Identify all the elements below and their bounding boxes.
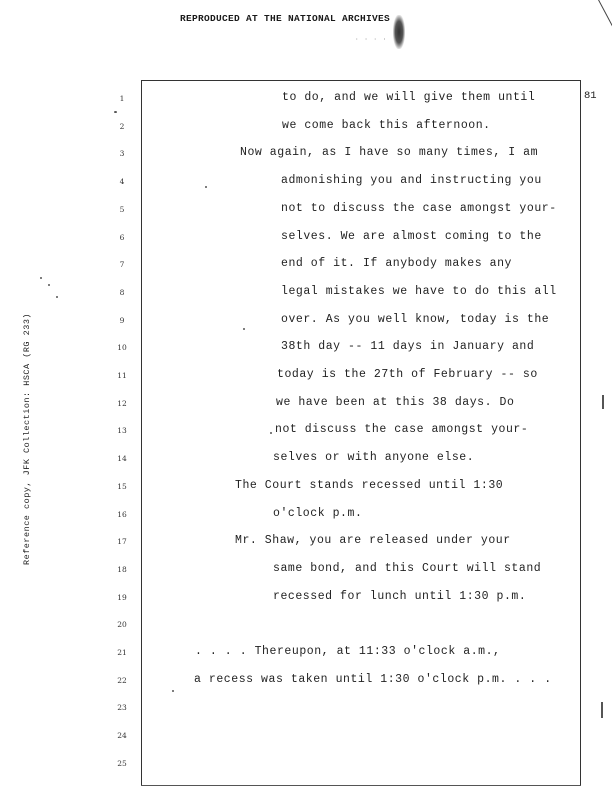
scan-speck [48, 284, 50, 286]
line-number: 22 [117, 675, 127, 685]
scan-speck [243, 328, 245, 330]
frame-bottom-border [141, 785, 581, 786]
scan-speck [205, 186, 207, 188]
margin-mark [602, 395, 604, 409]
line-number: 19 [117, 592, 127, 602]
transcript-line: o'clock p.m. [273, 506, 363, 520]
frame-right-border [580, 80, 581, 786]
scan-speck [270, 432, 272, 434]
line-number: 9 [119, 315, 125, 325]
speck-marks: · · · · [355, 36, 388, 43]
line-number: 20 [117, 620, 127, 630]
transcript-line: end of it. If anybody makes any [281, 257, 512, 271]
transcript-line: to do, and we will give them until [282, 91, 536, 104]
transcript-line: today is the 27th of February -- so [277, 368, 538, 381]
transcript-line: admonishing you and instructing you [281, 174, 542, 188]
ink-smudge-mark [393, 15, 405, 49]
transcript-line: legal mistakes we have to do this all [281, 284, 557, 298]
line-number: 15 [117, 481, 127, 491]
transcript-line: The Court stands recessed until 1:30 [235, 478, 504, 492]
line-number: 25 [117, 758, 127, 768]
line-number: 1 [119, 94, 125, 103]
line-number: 21 [117, 648, 127, 657]
line-number: 5 [119, 204, 125, 214]
line-number: 2 [119, 121, 125, 131]
scan-speck [172, 690, 174, 692]
line-number: 14 [117, 454, 127, 464]
transcript-line: . . . . Thereupon, at 11:33 o'clock a.m., [195, 645, 501, 658]
transcript-line: Now again, as I have so many times, I am [240, 146, 539, 160]
line-number: 3 [119, 149, 125, 159]
line-number: 10 [117, 343, 127, 353]
archive-stamp: REPRODUCED AT THE NATIONAL ARCHIVES [180, 13, 391, 24]
transcript-line: a recess was taken until 1:30 o'clock p.m. . . . [194, 672, 552, 686]
margin-mark [601, 702, 603, 718]
line-number: 11 [117, 371, 127, 380]
line-number: 8 [119, 287, 125, 297]
transcript-line: same bond, and this Court will stand [273, 561, 542, 575]
line-number: 24 [117, 731, 127, 741]
transcript-line: we come back this afternoon. [282, 118, 491, 132]
scan-speck [56, 296, 58, 298]
line-number: 17 [117, 537, 127, 547]
scan-speck [114, 111, 117, 113]
line-number: 6 [119, 232, 125, 242]
transcript-line: Mr. Shaw, you are released under your [235, 534, 511, 548]
line-number: 16 [117, 509, 127, 519]
transcript-line: not to discuss the case amongst your- [281, 201, 557, 215]
transcript-line: recessed for lunch until 1:30 p.m. [273, 589, 527, 603]
corner-fold-mark [598, 0, 612, 26]
transcript-line: not discuss the case amongst your- [275, 423, 529, 437]
transcript-line: selves or with anyone else. [273, 451, 475, 465]
transcript-line: selves. We are almost coming to the [281, 229, 542, 243]
scan-speck [40, 277, 42, 279]
frame-left-border [141, 80, 142, 786]
line-number: 13 [117, 426, 127, 436]
line-number: 18 [117, 564, 127, 574]
side-reference-note: Reference copy, JFK Collection: HSCA (RG 233) [22, 312, 32, 565]
transcript-line: we have been at this 38 days. Do [276, 395, 515, 409]
transcript-line: 38th day -- 11 days in January and [281, 340, 535, 354]
frame-top-border [141, 80, 581, 81]
line-number: 4 [119, 177, 125, 187]
line-number: 7 [119, 260, 125, 270]
line-number: 12 [117, 398, 127, 408]
transcript-line: over. As you well know, today is the [281, 312, 550, 326]
line-number: 23 [117, 703, 127, 713]
page-number: 81 [584, 90, 597, 102]
